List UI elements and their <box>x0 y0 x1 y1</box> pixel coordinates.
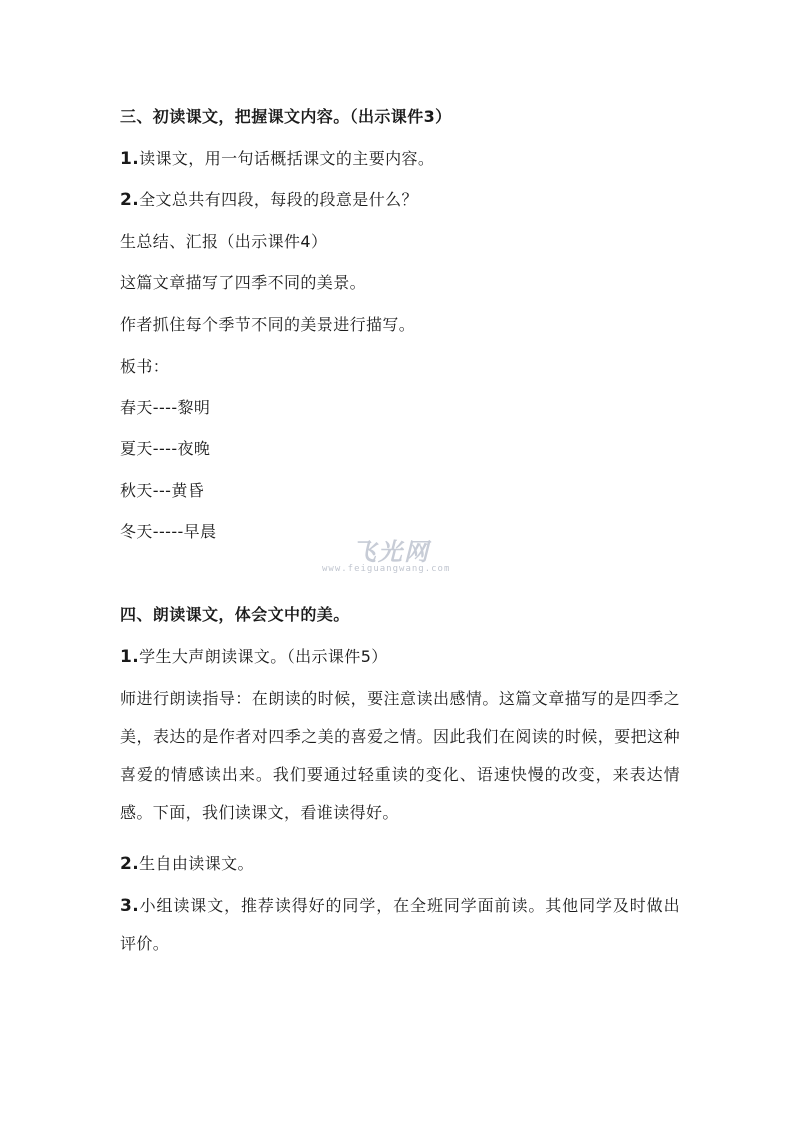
board-item-summer: 夏天----夜晚 <box>120 439 211 458</box>
board-item-spring: 春天----黎明 <box>120 398 211 417</box>
section4-step-1 <box>120 646 680 668</box>
section3-question-1 <box>120 148 680 170</box>
step-1-text: 学生大声朗读课文。（出示课件5） <box>139 647 388 666</box>
question-1-number: 1. <box>120 149 140 169</box>
watermark-url: www.feiguangwang.com <box>322 564 451 574</box>
section3-summary: 生总结、汇报（出示课件4） <box>120 232 328 251</box>
question-2-number: 2. <box>120 190 140 210</box>
section4-step-2 <box>120 853 680 875</box>
section3-heading: 三、初读课文，把握课文内容。（出示课件3） <box>120 107 452 126</box>
board-item-winter: 冬天-----早晨 <box>120 522 217 541</box>
step-3-text: 小组读课文，推荐读得好的同学，在全班同学面前读。其他同学及时做出评价。 <box>120 896 680 953</box>
question-1-text: 读课文，用一句话概括课文的主要内容。 <box>139 149 435 168</box>
board-label: 板书： <box>120 357 170 376</box>
section4-step-3 <box>120 887 680 963</box>
step-1-number: 1. <box>120 647 140 667</box>
watermark-logo-text: 飞光网 <box>352 538 430 566</box>
step-2-number: 2. <box>120 854 140 874</box>
board-item-autumn: 秋天---黄昏 <box>120 481 205 500</box>
section4-heading: 四、朗读课文，体会文中的美。 <box>120 605 350 624</box>
section3-line-a: 这篇文章描写了四季不同的美景。 <box>120 273 367 292</box>
step-2-text: 生自由读课文。 <box>139 854 254 873</box>
watermark-logo <box>322 532 462 584</box>
section3-question-2 <box>120 189 680 211</box>
section4-guidance-paragraph: 师进行朗读指导：在朗读的时候，要注意读出感情。这篇文章描写的是四季之美，表达的是作者对四季之美的喜爱之情。因此我们在阅读的时候，要把这种喜爱的情感读出来。我们要通过轻重读的变化、语速快慢的改变，来表达情感。下面，我们读课文，看谁读得好。 <box>120 689 680 822</box>
question-2-text: 全文总共有四段，每段的段意是什么？ <box>139 190 418 209</box>
section3-line-b: 作者抓住每个季节不同的美景进行描写。 <box>120 315 416 334</box>
step-3-number: 3. <box>120 896 140 916</box>
